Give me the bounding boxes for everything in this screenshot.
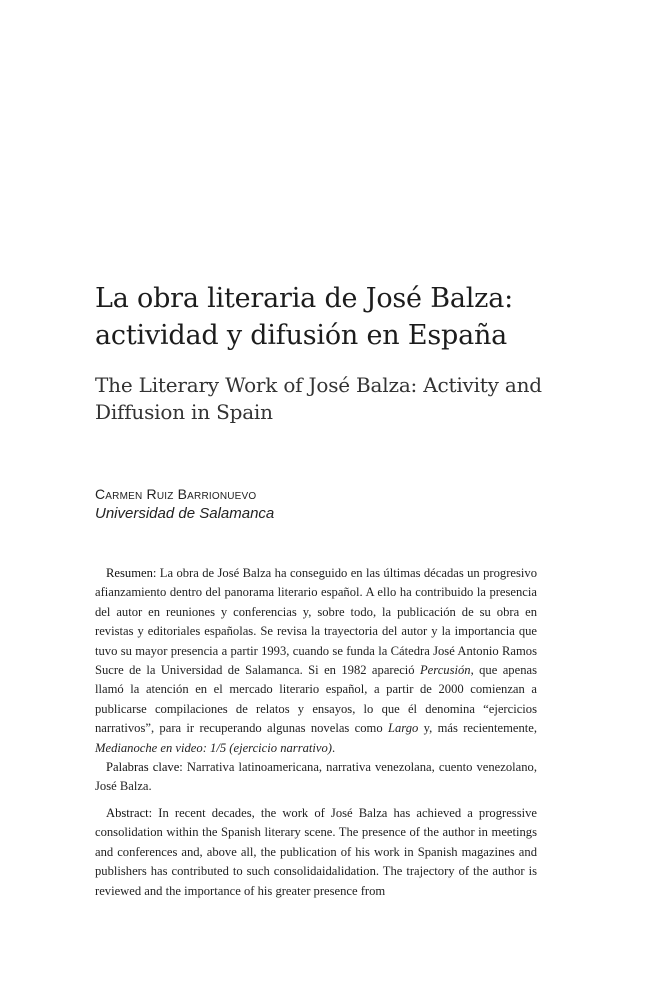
title-english: The Literary Work of José Balza: Activity and Diffusion in Spain — [95, 373, 542, 424]
resumen-text-4: . — [331, 740, 336, 755]
keywords-paragraph — [95, 758, 537, 797]
resumen-text-3: y, más recientemente, — [418, 721, 537, 736]
title-spanish: La obra literaria de José Balza: actividad y difusión en España — [95, 283, 513, 351]
keywords-text: Narrativa latinoamericana, narrativa venezolana, cuento venezolano, José Balza. — [95, 760, 537, 794]
abstract-section — [95, 564, 537, 901]
resumen-paragraph — [95, 564, 537, 758]
resumen-italic-percusion: Percusión — [419, 663, 471, 678]
author-affiliation: Universidad de Salamanca — [95, 505, 275, 522]
resumen-text-2: , que apenas llamó la atención en el mercado literario español, a partir de 2000 comienzan a publicarse compilaciones de relatos y ensayos, lo que él denomina “ejercicios narrativos”, para ir recuperando algunas novelas como — [95, 663, 537, 736]
resumen-text-1: La obra de José Balza ha conseguido en las últimas décadas un progresivo afianzamiento dentro del panorama literario español. A ello ha contribuido la presencia del autor en reuniones y conferencias y, sobre todo, la publicación de su obra en revistas y editoriales españolas. Se revisa la trayectoria del autor y la importancia que tuvo su mayor presencia a partir 1993, cuando se funda la Cátedra José Antonio Ramos Sucre de la Universidad de Salamanca. Si en 1982 apareció — [95, 566, 537, 678]
author-name: Carmen Ruiz Barrionuevo — [95, 486, 257, 502]
keywords-label: Palabras clave: — [106, 760, 183, 775]
resumen-italic-medianoche: Medianoche en video: 1/5 (ejercicio narrativo) — [95, 740, 332, 755]
abstract-text: In recent decades, the work of José Balza has achieved a progressive consolidation within the Spanish literary scene. The presence of the author in meetings and conferences and, above all, the publication of his work in Spanish magazines and publishers has contributed to such consolidaidalidation. The trajectory of the author is reviewed and the importance of his greater presence from — [95, 805, 537, 898]
abstract-label: Abstract: — [106, 805, 153, 820]
resumen-italic-largo: Largo — [387, 721, 419, 736]
abstract-paragraph — [95, 804, 537, 901]
resumen-label: Resumen: — [106, 566, 157, 580]
